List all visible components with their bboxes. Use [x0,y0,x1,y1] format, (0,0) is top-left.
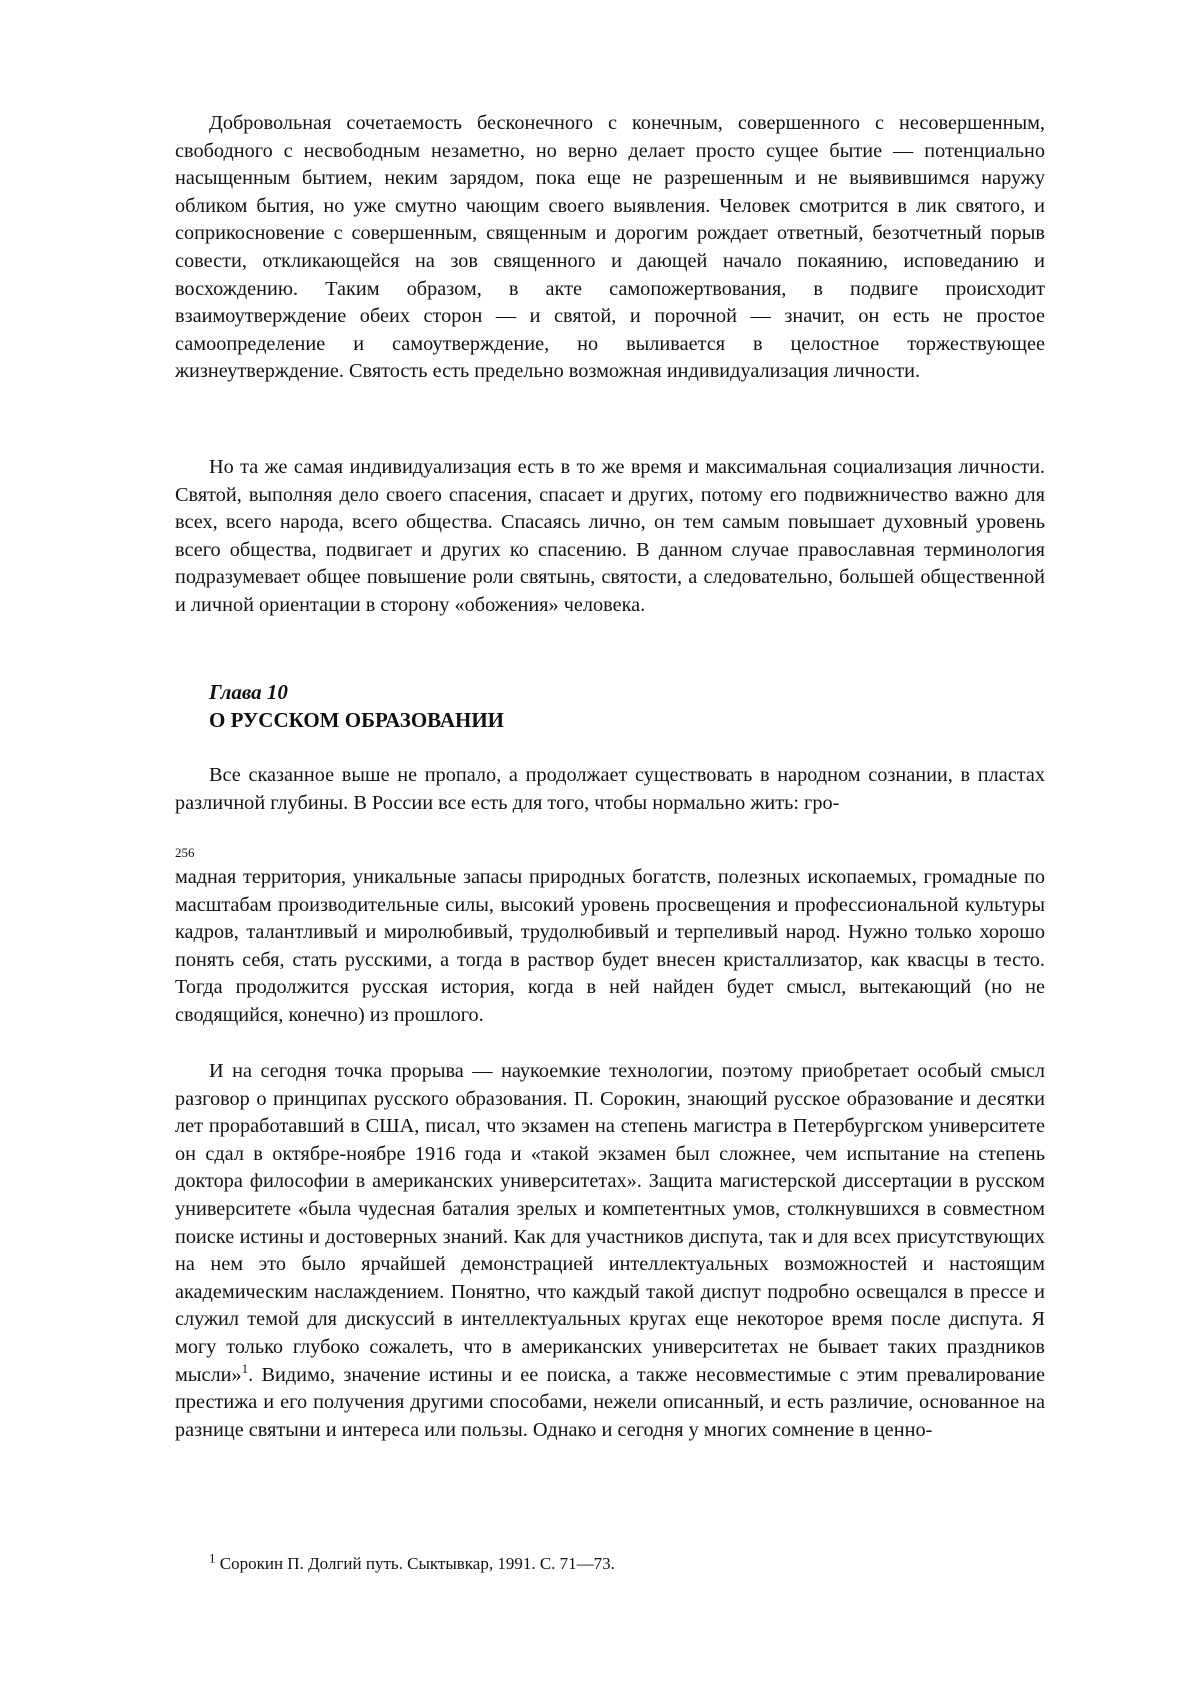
footnote-number: 1 [209,1550,216,1566]
paragraph-1: Добровольная сочетаемость бесконечного с конечным, совершенного с несовершенным, свободного с несвободным незаметно, но верно делает просто сущее бытие — потенциально насыщенным бытием, неким зарядом, пока еще не разрешенным и не выявившимся наружу обликом бытия, но уже смутно чающим своего выявления. Человек смотрится в лик святого, и соприкосновение с совершенным, священным и дорогим рождает ответный, безотчетный порыв совести, откликающейся на зов священного и дающей начало покаянию, исповеданию и восхождению. Таким образом, в акте самопожертвования, в подвиге происходит взаимоутверждение обеих сторон — и святой, и порочной — значит, он есть не простое самоопределение и самоутверждение, но выливается в целостное торжествующее жизнеутверждение. Святость есть предельно возможная индивидуализация личности. [175,112,1045,383]
footnote-ref[interactable]: 1 [241,1360,249,1376]
footnote [209,1550,615,1575]
paragraph-2: Но та же самая индивидуализация есть в то же время и максимальная социализация личности. Святой, выполняя дело своего спасения, спасает и других, потому его подвижничество важно для всех, всего народа, всего общества. Спасаясь лично, он тем самым повышает духовный уровень всего общества, подвигает и других ко спасению. В данном случае православная терминология подразумевает общее повышение роли святынь, святости, а следовательно, большей общественной и личной ориентации в сторону «обожения» человека. [175,456,1045,616]
chapter-title: О РУССКОМ ОБРАЗОВАНИИ [209,708,505,732]
paragraph-4: мадная территория, уникальные запасы природных богатств, полезных ископаемых, громадные по масштабам производительные силы, высокий уровень просвещения и профессиональной культуры кадров, талантливый и миролюбивый, трудолюбивый и терпеливый народ. Нужно только хорошо понять себя, стать русскими, а тогда в раствор будет внесен кристаллизатор, как квасцы в тесто. Тогда продолжится русская история, когда в ней найден будет смысл, вытекающий (но не сводящийся, конечно) из прошлого. [175,866,1045,1026]
paragraph-3: Все сказанное выше не пропало, а продолжает существовать в народном сознании, в пластах различной глубины. В России все есть для того, чтобы нормально жить: гро- [175,764,1045,814]
paragraph-1-block [175,110,1045,386]
paragraph-3-block [175,762,1045,817]
paragraph-4-block [175,864,1045,1030]
chapter-label: Глава 10 [209,680,288,704]
page-number: 256 [175,845,195,860]
paragraph-2-block [175,454,1045,620]
paragraph-5-block [175,1058,1045,1444]
footnote-text: Сорокин П. Долгий путь. Сыктывкар, 1991. С. 71—73. [219,1554,615,1573]
paragraph-5-part-b: . Видимо, значение истины и ее поиска, а также несовместимые с этим превалирование престижа и его получения другими способами, нежели описанный, и есть различие, основанное на разнице святыни и интереса или пользы. Однако и сегодня у многих сомнение в ценно- [175,1363,1045,1441]
paragraph-5 [175,1058,1045,1444]
paragraph-5-part-a: И на сегодня точка прорыва — наукоемкие технологии, поэтому приобретает особый смысл разговор о принципах русского образования. П. Сорокин, знающий русское образование и десятки лет проработавший в США, писал, что экзамен на степень магистра в Петербургском университете он сдал в октябре-ноябре 1916 года и «такой экзамен был сложнее, чем испытание на степень доктора философии в американских университетах». Защита магистерской диссертации в русском университете «была чудесная баталия зрелых и компетентных умов, столкнувшихся в совместном поиске истины и достоверных знаний. Как для участников диспута, так и для всех присутствующих на нем это было ярчайшей демонстрацией интеллектуальных возможностей и настоящим академическим наслаждением. Понятно, что каждый такой диспут подробно освещался в прессе и служил темой для дискуссий в интеллектуальных кругах еще некоторое время после диспута. Я могу только глубоко сожалеть, что в американских университетах не бывает таких праздников мысли» [175,1060,1045,1386]
